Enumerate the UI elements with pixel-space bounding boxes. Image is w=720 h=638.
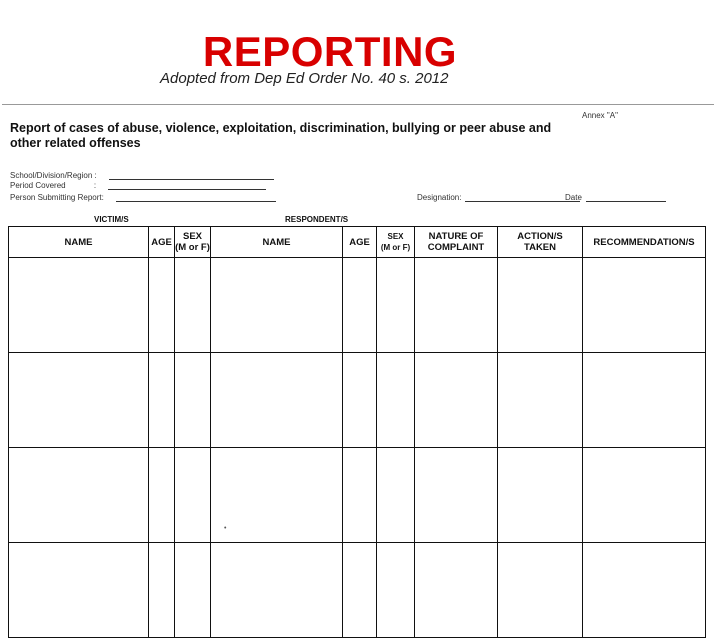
school-input-line[interactable] (109, 171, 274, 180)
respondent-sex-header-line1: SEX (387, 232, 404, 241)
nature-header-line2: COMPLAINT (427, 242, 485, 253)
period-label: Period Covered (10, 181, 66, 190)
respondent-group-label: RESPONDENT/S (285, 215, 349, 224)
table-cell[interactable] (9, 448, 149, 543)
period-input-line[interactable] (108, 181, 266, 190)
table-cell[interactable] (583, 353, 706, 448)
date-field (565, 193, 666, 202)
table-cell[interactable] (175, 258, 211, 353)
form-heading: Report of cases of abuse, violence, exploitation, discrimination, bullying or peer abuse and other related offenses (10, 121, 552, 150)
respondent-name-header: NAME (211, 227, 343, 258)
slide-title: REPORTING (202, 28, 458, 75)
table-cell[interactable] (175, 543, 211, 638)
table-cell[interactable] (498, 353, 583, 448)
report-table (8, 226, 706, 638)
report-form (2, 104, 714, 541)
action-header (498, 227, 583, 258)
table-cell[interactable] (583, 448, 706, 543)
table-cell[interactable] (149, 258, 175, 353)
table-cell[interactable] (149, 448, 175, 543)
table-cell[interactable] (498, 258, 583, 353)
table-cell[interactable] (211, 353, 343, 448)
table-cell[interactable] (9, 543, 149, 638)
person-label: Person Submitting Report: (10, 193, 104, 202)
table-row (9, 543, 706, 638)
designation-input-line[interactable] (465, 193, 580, 202)
victim-name-header: NAME (9, 227, 149, 258)
table-row (9, 353, 706, 448)
action-header-line2: TAKEN (523, 242, 557, 253)
table-cell[interactable] (415, 353, 498, 448)
table-cell[interactable] (9, 353, 149, 448)
action-header-line1: ACTION/S (517, 231, 563, 242)
person-field (10, 193, 276, 202)
table-cell[interactable] (583, 258, 706, 353)
recommendation-header: RECOMMENDATION/S (583, 227, 706, 258)
date-label: Date (565, 193, 582, 202)
table-cell[interactable] (211, 448, 343, 543)
table-cell[interactable] (343, 448, 377, 543)
respondent-age-header: AGE (343, 227, 377, 258)
table-cell[interactable] (175, 353, 211, 448)
table-cell[interactable] (498, 448, 583, 543)
table-cell[interactable] (211, 258, 343, 353)
table-cell[interactable] (343, 258, 377, 353)
table-cell[interactable] (377, 353, 415, 448)
table-cell[interactable] (377, 543, 415, 638)
table-cell[interactable] (415, 543, 498, 638)
table-cell[interactable] (377, 448, 415, 543)
table-cell[interactable] (149, 353, 175, 448)
table-row (9, 448, 706, 543)
table-cell[interactable] (343, 353, 377, 448)
school-field (10, 171, 274, 180)
table-row (9, 258, 706, 353)
nature-header (415, 227, 498, 258)
victim-sex-header (175, 227, 211, 258)
respondent-sex-header (377, 227, 415, 258)
respondent-sex-header-line2: (M or F) (380, 243, 411, 252)
designation-label: Designation: (417, 193, 462, 202)
date-input-line[interactable] (586, 193, 666, 202)
table-body (9, 258, 706, 638)
table-cell[interactable] (149, 543, 175, 638)
slide-subtitle: Adopted from Dep Ed Order No. 40 s. 2012 (160, 70, 449, 87)
table-cell[interactable] (583, 543, 706, 638)
table-cell[interactable] (415, 258, 498, 353)
victim-sex-header-line1: SEX (182, 231, 202, 242)
table-cell[interactable] (377, 258, 415, 353)
period-colon: : (93, 181, 97, 190)
stray-mark: • (224, 525, 227, 532)
table-cell[interactable] (175, 448, 211, 543)
table-cell[interactable] (9, 258, 149, 353)
annex-label: Annex "A" (582, 111, 618, 120)
victim-age-header: AGE (149, 227, 175, 258)
table-cell[interactable] (498, 543, 583, 638)
table-cell[interactable] (343, 543, 377, 638)
nature-header-line1: NATURE OF (428, 231, 484, 242)
victim-group-label: VICTIM/S (94, 215, 129, 224)
victim-sex-header-line2: (M or F) (175, 242, 210, 253)
school-label: School/Division/Region : (10, 171, 97, 180)
period-field (10, 181, 266, 190)
designation-field (417, 193, 580, 202)
table-cell[interactable] (211, 543, 343, 638)
person-input-line[interactable] (116, 193, 276, 202)
table-cell[interactable] (415, 448, 498, 543)
header-row (9, 227, 706, 258)
